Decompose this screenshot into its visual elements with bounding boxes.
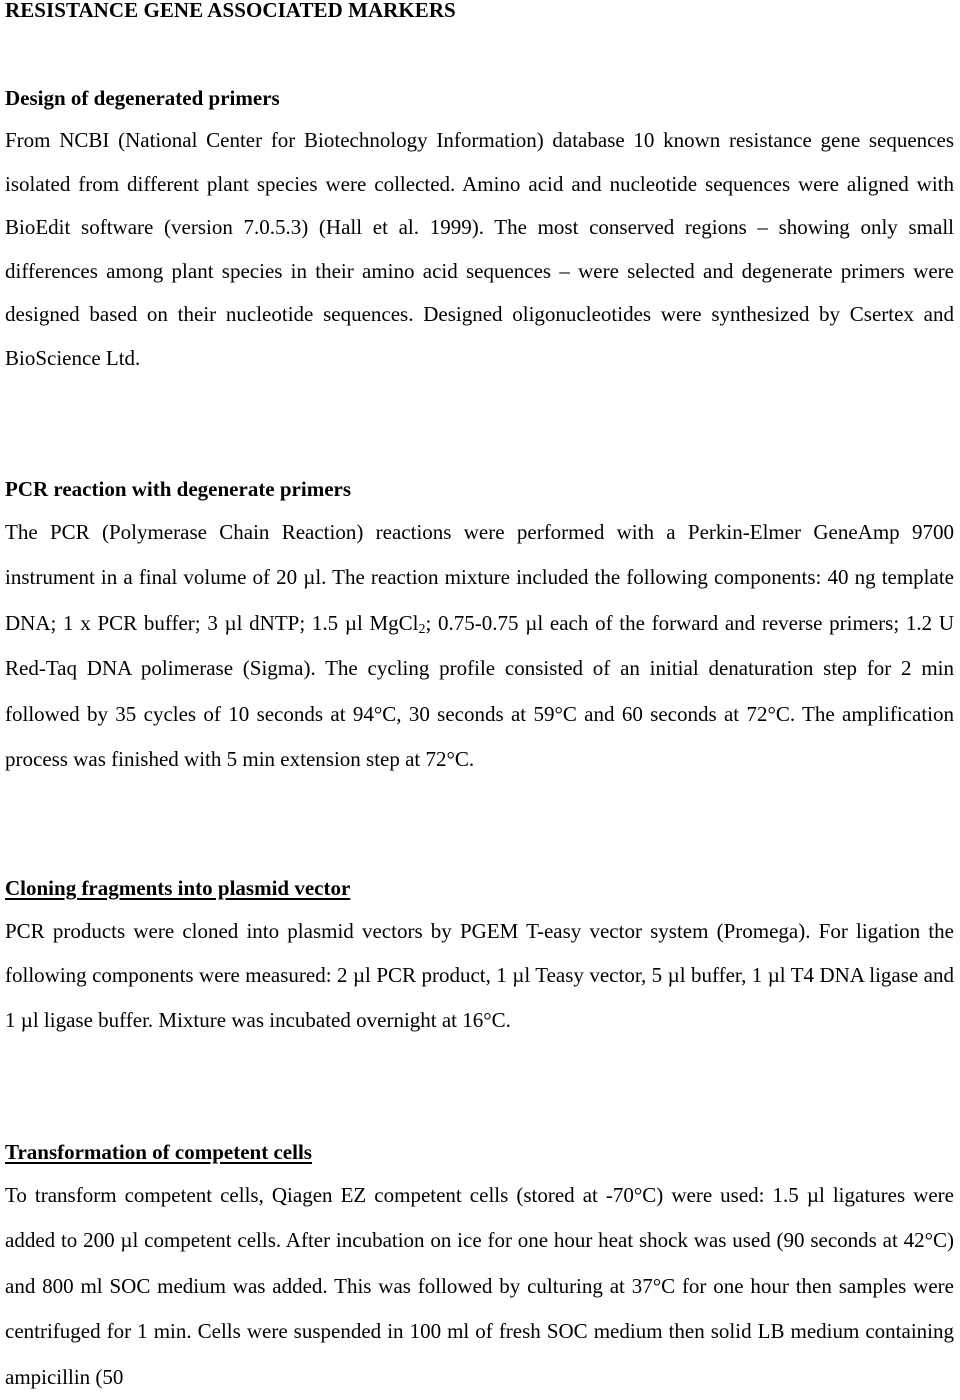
section-pcr-reaction xyxy=(5,474,954,782)
section-body xyxy=(5,510,954,782)
section-body-text: The PCR (Polymerase Chain Reaction) reactions were performed with a Perkin-Elmer GeneAmp 9700 instrument in a final volume of 20 µl. The reaction mixture included the following components: 40 ng template DNA; 1 x PCR buffer; 3 µl dNTP; 1.5 µl MgCl xyxy=(5,520,954,635)
section-body: To transform competent cells, Qiagen EZ competent cells (stored at -70°C) were used: 1.5 µl ligatures were added to 200 µl competent cells. After incubation on ice for one hour heat shock was used (90 seconds at 42°C) and 800 ml SOC medium was added. This was followed by culturing at 37°C for one hour then samples were centrifuged for 1 min. Cells were suspended in 100 ml of fresh SOC medium then solid LB medium containing ampicillin (50 xyxy=(5,1183,954,1389)
section-heading: Cloning fragments into plasmid vector xyxy=(5,876,351,900)
section-heading: Transformation of competent cells xyxy=(5,1140,312,1164)
section-body: PCR products were cloned into plasmid vectors by PGEM T-easy vector system (Promega). For ligation the following components were measured: 2 µl PCR product, 1 µl Teasy vector, 5 µl buffer, 1 µl T4 DNA ligase and 1 µl ligase buffer. Mixture was incubated overnight at 16°C. xyxy=(5,919,954,1032)
section-heading: PCR reaction with degenerate primers xyxy=(5,477,352,501)
section-body-text: ; 0.75-0.75 µl each of the forward and reverse primers; 1.2 U Red-Taq DNA polimerase (Sigma). The cycling profile consisted of an initial denaturation step for 2 min followed by 35 cycles of 10 seconds at 94°C, 30 seconds at 59°C and 60 seconds at 72°C. The amplification process was finished with 5 min extension step at 72°C. xyxy=(5,610,954,772)
section-body: From NCBI (National Center for Biotechnology Information) database 10 known resistance gene sequences isolated from different plant species were collected. Amino acid and nucleotide sequences were aligned with BioEdit software (version 7.0.5.3) (Hall et al. 1999). The most conserved regions – showing only small differences among plant species in their amino acid sequences – were selected and degenerate primers were designed based on their nucleotide sequences. Designed oligonucleotides were synthesized by Csertex and BioScience Ltd. xyxy=(5,128,954,370)
section-degenerated-primers xyxy=(5,83,954,381)
subscript: 2 xyxy=(418,621,426,637)
section-cloning-fragments xyxy=(5,873,954,1042)
section-transformation xyxy=(5,1137,954,1400)
document-title: RESISTANCE GENE ASSOCIATED MARKERS xyxy=(5,0,456,22)
section-heading: Design of degenerated primers xyxy=(5,86,280,110)
